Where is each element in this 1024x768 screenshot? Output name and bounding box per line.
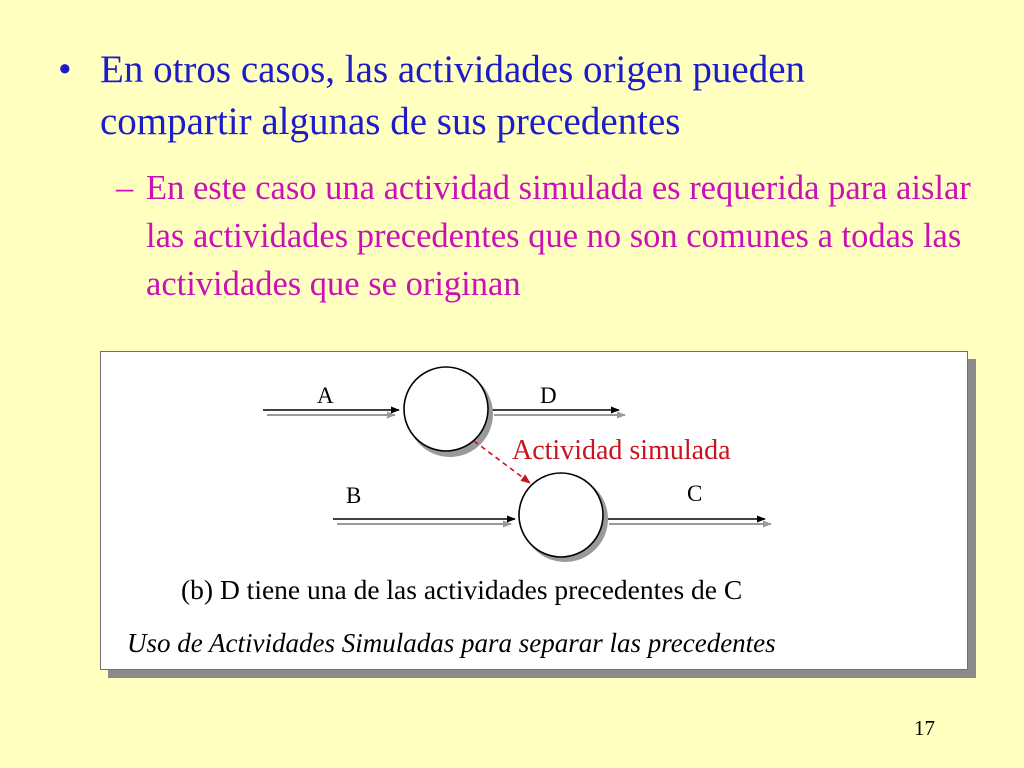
bullet-level-1	[58, 44, 958, 148]
node-upper	[404, 367, 493, 457]
activity-d-arrow	[490, 410, 625, 415]
activity-c-arrow	[605, 519, 771, 524]
network-diagram	[101, 352, 967, 669]
activity-a-arrow	[263, 410, 399, 415]
activity-label-b: B	[346, 483, 362, 508]
dash-marker: –	[116, 169, 134, 207]
dummy-activity-label: Actividad simulada	[512, 435, 731, 466]
activity-label-a: A	[317, 383, 334, 408]
bullet-marker: •	[58, 48, 72, 91]
sub-bullet-text: En este caso una actividad simulada es requerida para aislar las actividades precedentes que no son comunes a todas las actividades que se originan	[146, 169, 971, 303]
page-number: 17	[914, 716, 935, 740]
figure-caption: (b) D tiene una de las actividades precedentes de C	[181, 574, 743, 605]
bullet-level-2	[116, 164, 976, 308]
node-lower	[519, 473, 608, 562]
figure-title: Uso de Actividades Simuladas para separar las precedentes	[127, 628, 776, 658]
bullet-text: En otros casos, las actividades origen pueden compartir algunas de sus precedentes	[100, 48, 806, 143]
activity-label-c: C	[687, 481, 703, 506]
activity-b-arrow	[333, 519, 515, 524]
figure-frame	[100, 351, 968, 670]
activity-label-d: D	[540, 383, 557, 408]
